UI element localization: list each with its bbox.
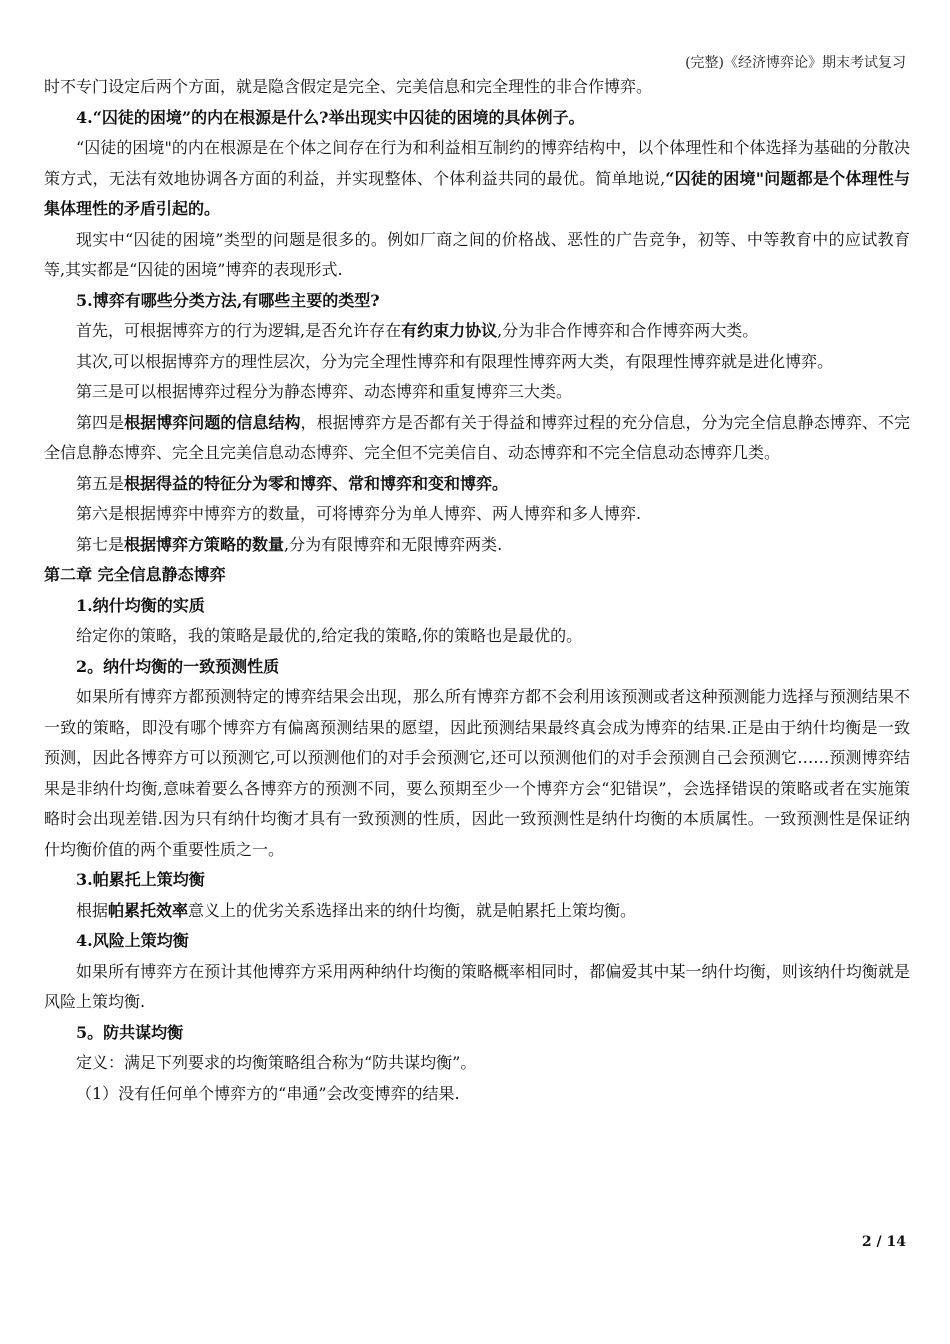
chapter-title: 第二章 完全信息静态博弈 (44, 565, 226, 584)
paragraph (44, 469, 910, 500)
text: 第五是 (76, 473, 125, 493)
question-heading: 5.博弈有哪些分类方法,有哪些主要的类型? (76, 290, 380, 310)
bold-text: 根据博弈问题的信息结构 (124, 412, 301, 432)
paragraph: 如果所有博弈方都预测特定的博弈结果会出现，那么所有博弈方都不会利用该预测或者这种预测能力选择与预测结果不一致的策略，即没有哪个博弈方有偏离预测结果的愿望，因此预测结果最终真会成为博弈的结果.正是由于纳什均衡是一致预测，因此各博弈方可以预测它,可以预测他们的对手会预测它,还可以预测他们的对手会预测自己会预测它……预测博弈结果是非纳什均衡,意味着要么各博弈方的预测不同，要么预期至少一个博弈方会“犯错误”，会选择错误的策略或者在实施策略时会出现差错.因为只有纳什均衡才具有一致预测的性质，因此一致预测性是纳什均衡的本质属性。一致预测性是保证纳什均衡价值的两个重要性质之一。 (44, 687, 910, 859)
text: 第四是 (76, 412, 125, 432)
bold-text: 帕累托效率 (108, 900, 189, 920)
text: ，根据博弈方是否都有关于得益和博弈过程的充分信息，分为完全信息静态博弈、不完全信息静态博弈、完全且完美信息动态博弈、完全但不完美信自、动态博弈和不完全信息动态博弈几类。 (44, 412, 910, 462)
paragraph: 第三是可以根据博弈过程分为静态博弈、动态博弈和重复博弈三大类。 (76, 382, 573, 401)
bold-text: 有约束力协议 (401, 321, 498, 340)
section-heading: 2。纳什均衡的一致预测性质 (76, 656, 280, 676)
question-heading: 4.“囚徒的困境”的内在根源是什么?举出现实中囚徒的困境的具体例子。 (76, 107, 585, 127)
section-heading: 3.帕累托上策均衡 (76, 870, 205, 889)
paragraph: 时不专门设定后两个方面，就是隐含假定是完全、完美信息和完全理性的非合作博弈。 (44, 77, 653, 96)
section-heading: 1.纳什均衡的实质 (76, 595, 205, 615)
bold-text: 根据得益的特征分为零和博弈、常和博弈和变和博弈。 (124, 473, 509, 493)
paragraph: 定义：满足下列要求的均衡策略组合称为“防共谋均衡”。 (76, 1053, 477, 1072)
paragraph (44, 896, 910, 927)
bold-text: 根据博弈方策略的数量 (124, 534, 285, 554)
paragraph (44, 316, 910, 347)
paragraph: 第六是根据博弈中博弈方的数量，可将博弈分为单人博弈、两人博弈和多人博弈. (76, 504, 642, 523)
text: 首先，可根据博弈方的行为逻辑,是否允许存在 (76, 321, 402, 340)
page-header: (完整)《经济博弈论》期末考试复习 (685, 55, 906, 71)
paragraph (44, 530, 910, 561)
section-heading: 5。防共谋均衡 (76, 1022, 184, 1042)
section-heading: 4.风险上策均衡 (76, 931, 189, 950)
text: 根据 (76, 900, 109, 920)
paragraph: 其次,可以根据博弈方的理性层次，分为完全理性博弈和有限理性博弈两大类，有限理性博弈就是进化博弈。 (76, 351, 834, 371)
paragraph: 现实中“囚徒的困境”类型的问题是很多的。例如厂商之间的价格战、恶性的广告竞争，初等、中等教育中的应试教育等,其实都是“囚徒的困境”博弈的表现形式. (44, 229, 910, 279)
document-body (44, 72, 910, 1109)
text: 意义上的优劣关系选择出来的纳什均衡，就是帕累托上策均衡。 (188, 900, 637, 920)
bold-text: “囚徒的困境"问题都是个体理性与集体理性的矛盾引起的。 (44, 168, 910, 218)
paragraph (44, 408, 910, 469)
text: “囚徒的困境"的内在根源是在个体之间存在行为和利益相互制约的博弈结构中，以个体理性和个体选择为基础的分散决策方式，无法有效地协调各方面的利益，并实现整体、个体利益共同的最优。简单地说, (44, 138, 910, 188)
text: 第七是 (76, 534, 125, 554)
paragraph: 给定你的策略，我的策略是最优的,给定我的策略,你的策略也是最优的。 (76, 626, 583, 645)
paragraph: 如果所有博弈方在预计其他博弈方采用两种纳什均衡的策略概率相同时，都偏爱其中某一纳什均衡，则该纳什均衡就是风险上策均衡. (44, 961, 910, 1011)
page-number: 2 / 14 (861, 1234, 906, 1250)
paragraph (44, 133, 910, 225)
text: ,分为非合作博弈和合作博弈两大类。 (497, 321, 759, 340)
text: ,分为有限博弈和无限博弈两类. (284, 534, 503, 554)
paragraph: （1）没有任何单个博弈方的“串通”会改变博弈的结果. (76, 1083, 460, 1103)
